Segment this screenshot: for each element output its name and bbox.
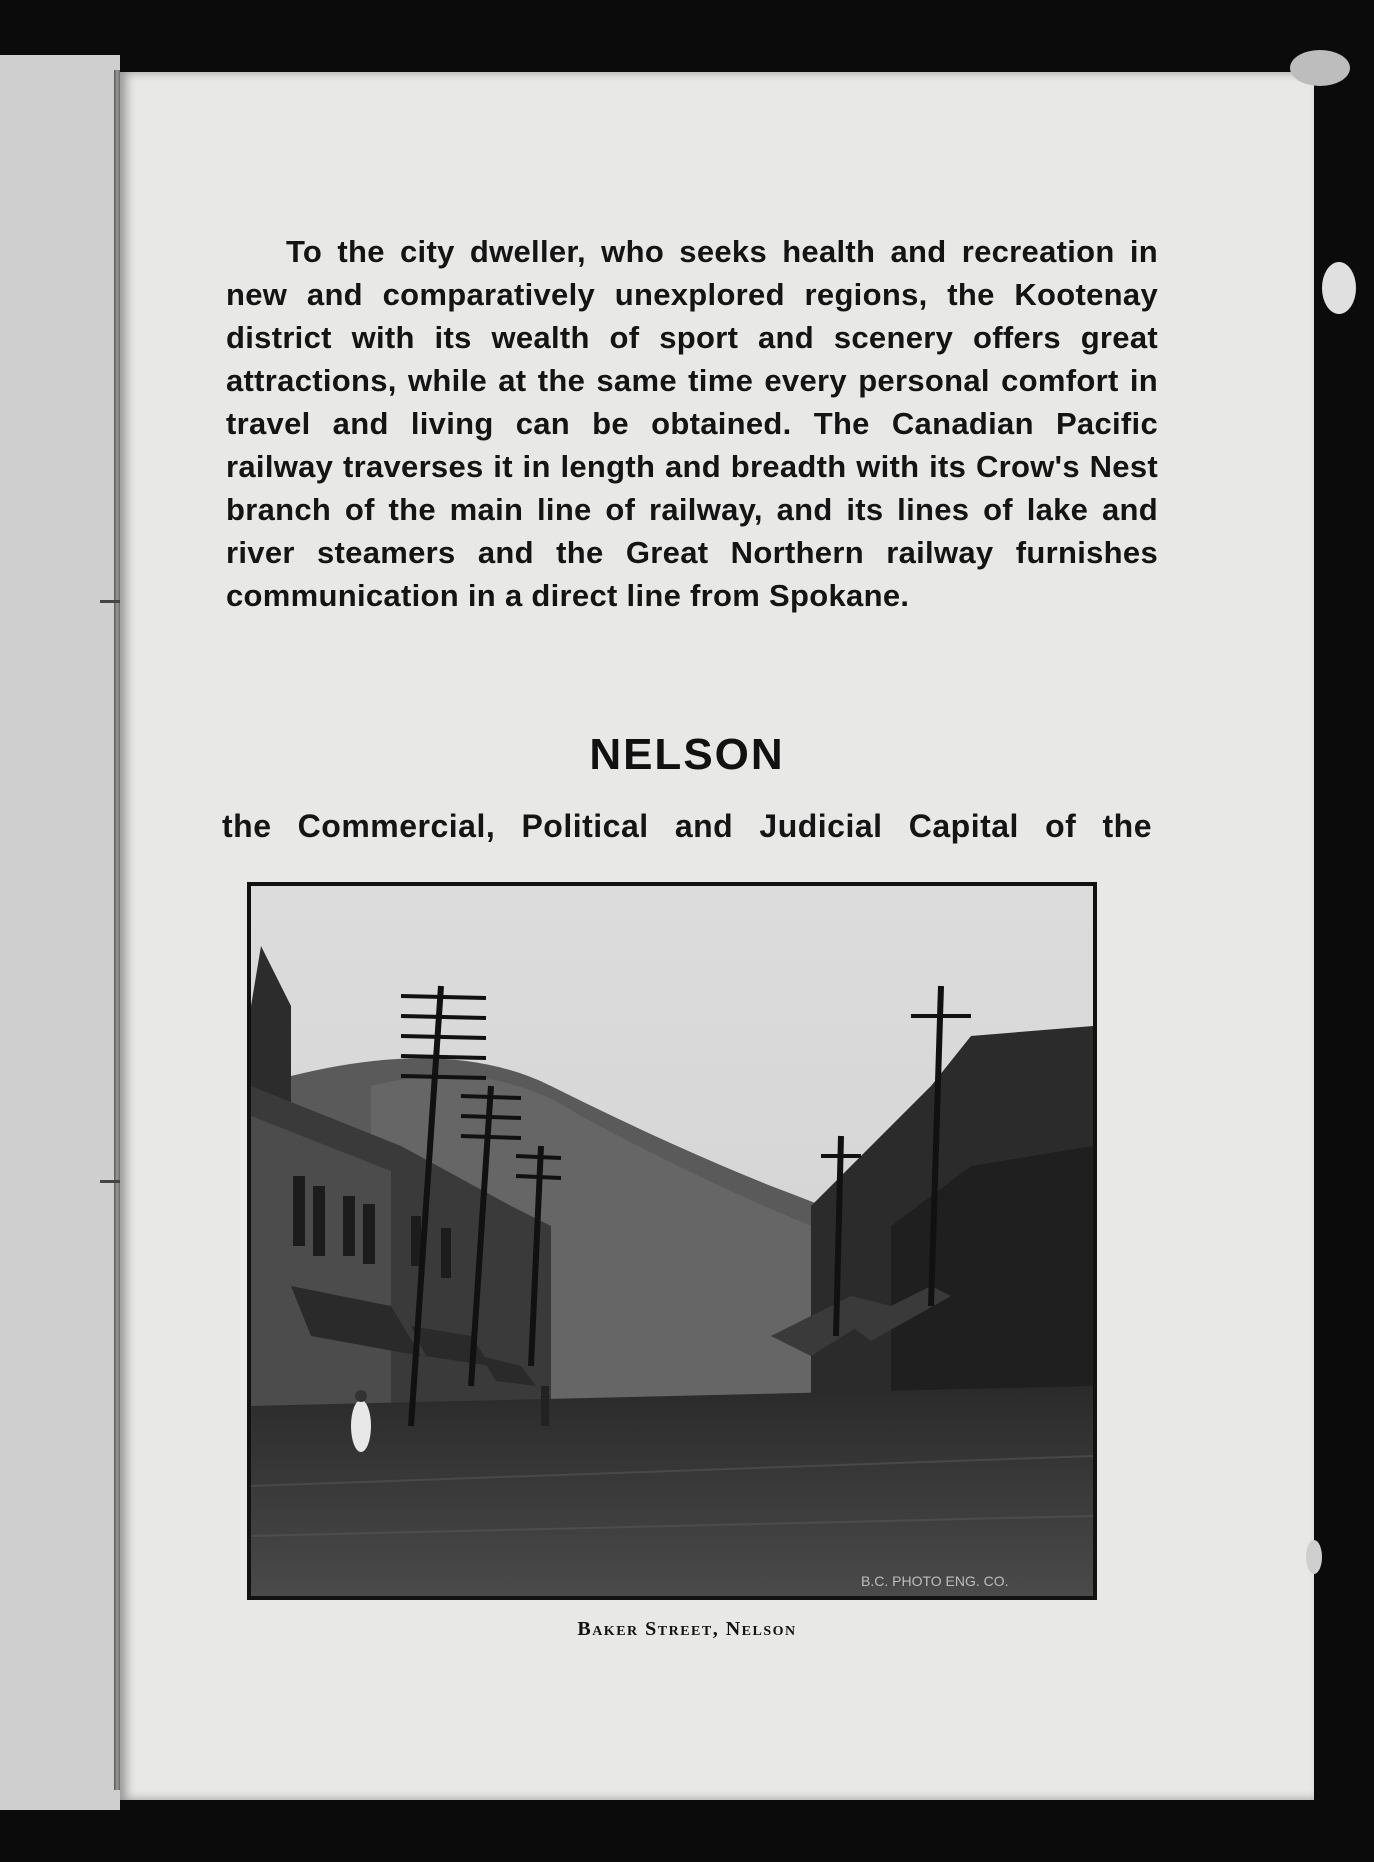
- photo-caption: Baker Street, Nelson: [577, 1618, 797, 1640]
- spine-mark: [100, 600, 122, 603]
- page-blemish: [1306, 1540, 1322, 1574]
- street-photograph: [247, 882, 1097, 1600]
- street-photo-illustration: [251, 886, 1093, 1596]
- intro-paragraph: To the city dweller, who seeks health and recreation in new and comparatively unexplored regions, the Kootenay district with its wealth of sport and scenery offers great attractions, while at the same time every personal comfort in travel and living can be obtained. The Canadian Pacific railway traverses it in length and breadth with its Crow's Nest branch of the main line of railway, and its lines of lake and river steamers and the Great Northern railway furnishes communication in a direct line from Spokane.: [226, 234, 1158, 613]
- page-blemish: [1290, 50, 1350, 86]
- section-heading: NELSON: [589, 730, 785, 779]
- section-subheading: the Commercial, Political and Judicial Capital of the: [222, 808, 1152, 844]
- photo-credit: B.C. PHOTO ENG. CO.: [861, 1573, 1009, 1589]
- left-page-edge: [0, 55, 120, 1810]
- spine-mark: [100, 1180, 122, 1183]
- page-blemish: [1322, 262, 1356, 314]
